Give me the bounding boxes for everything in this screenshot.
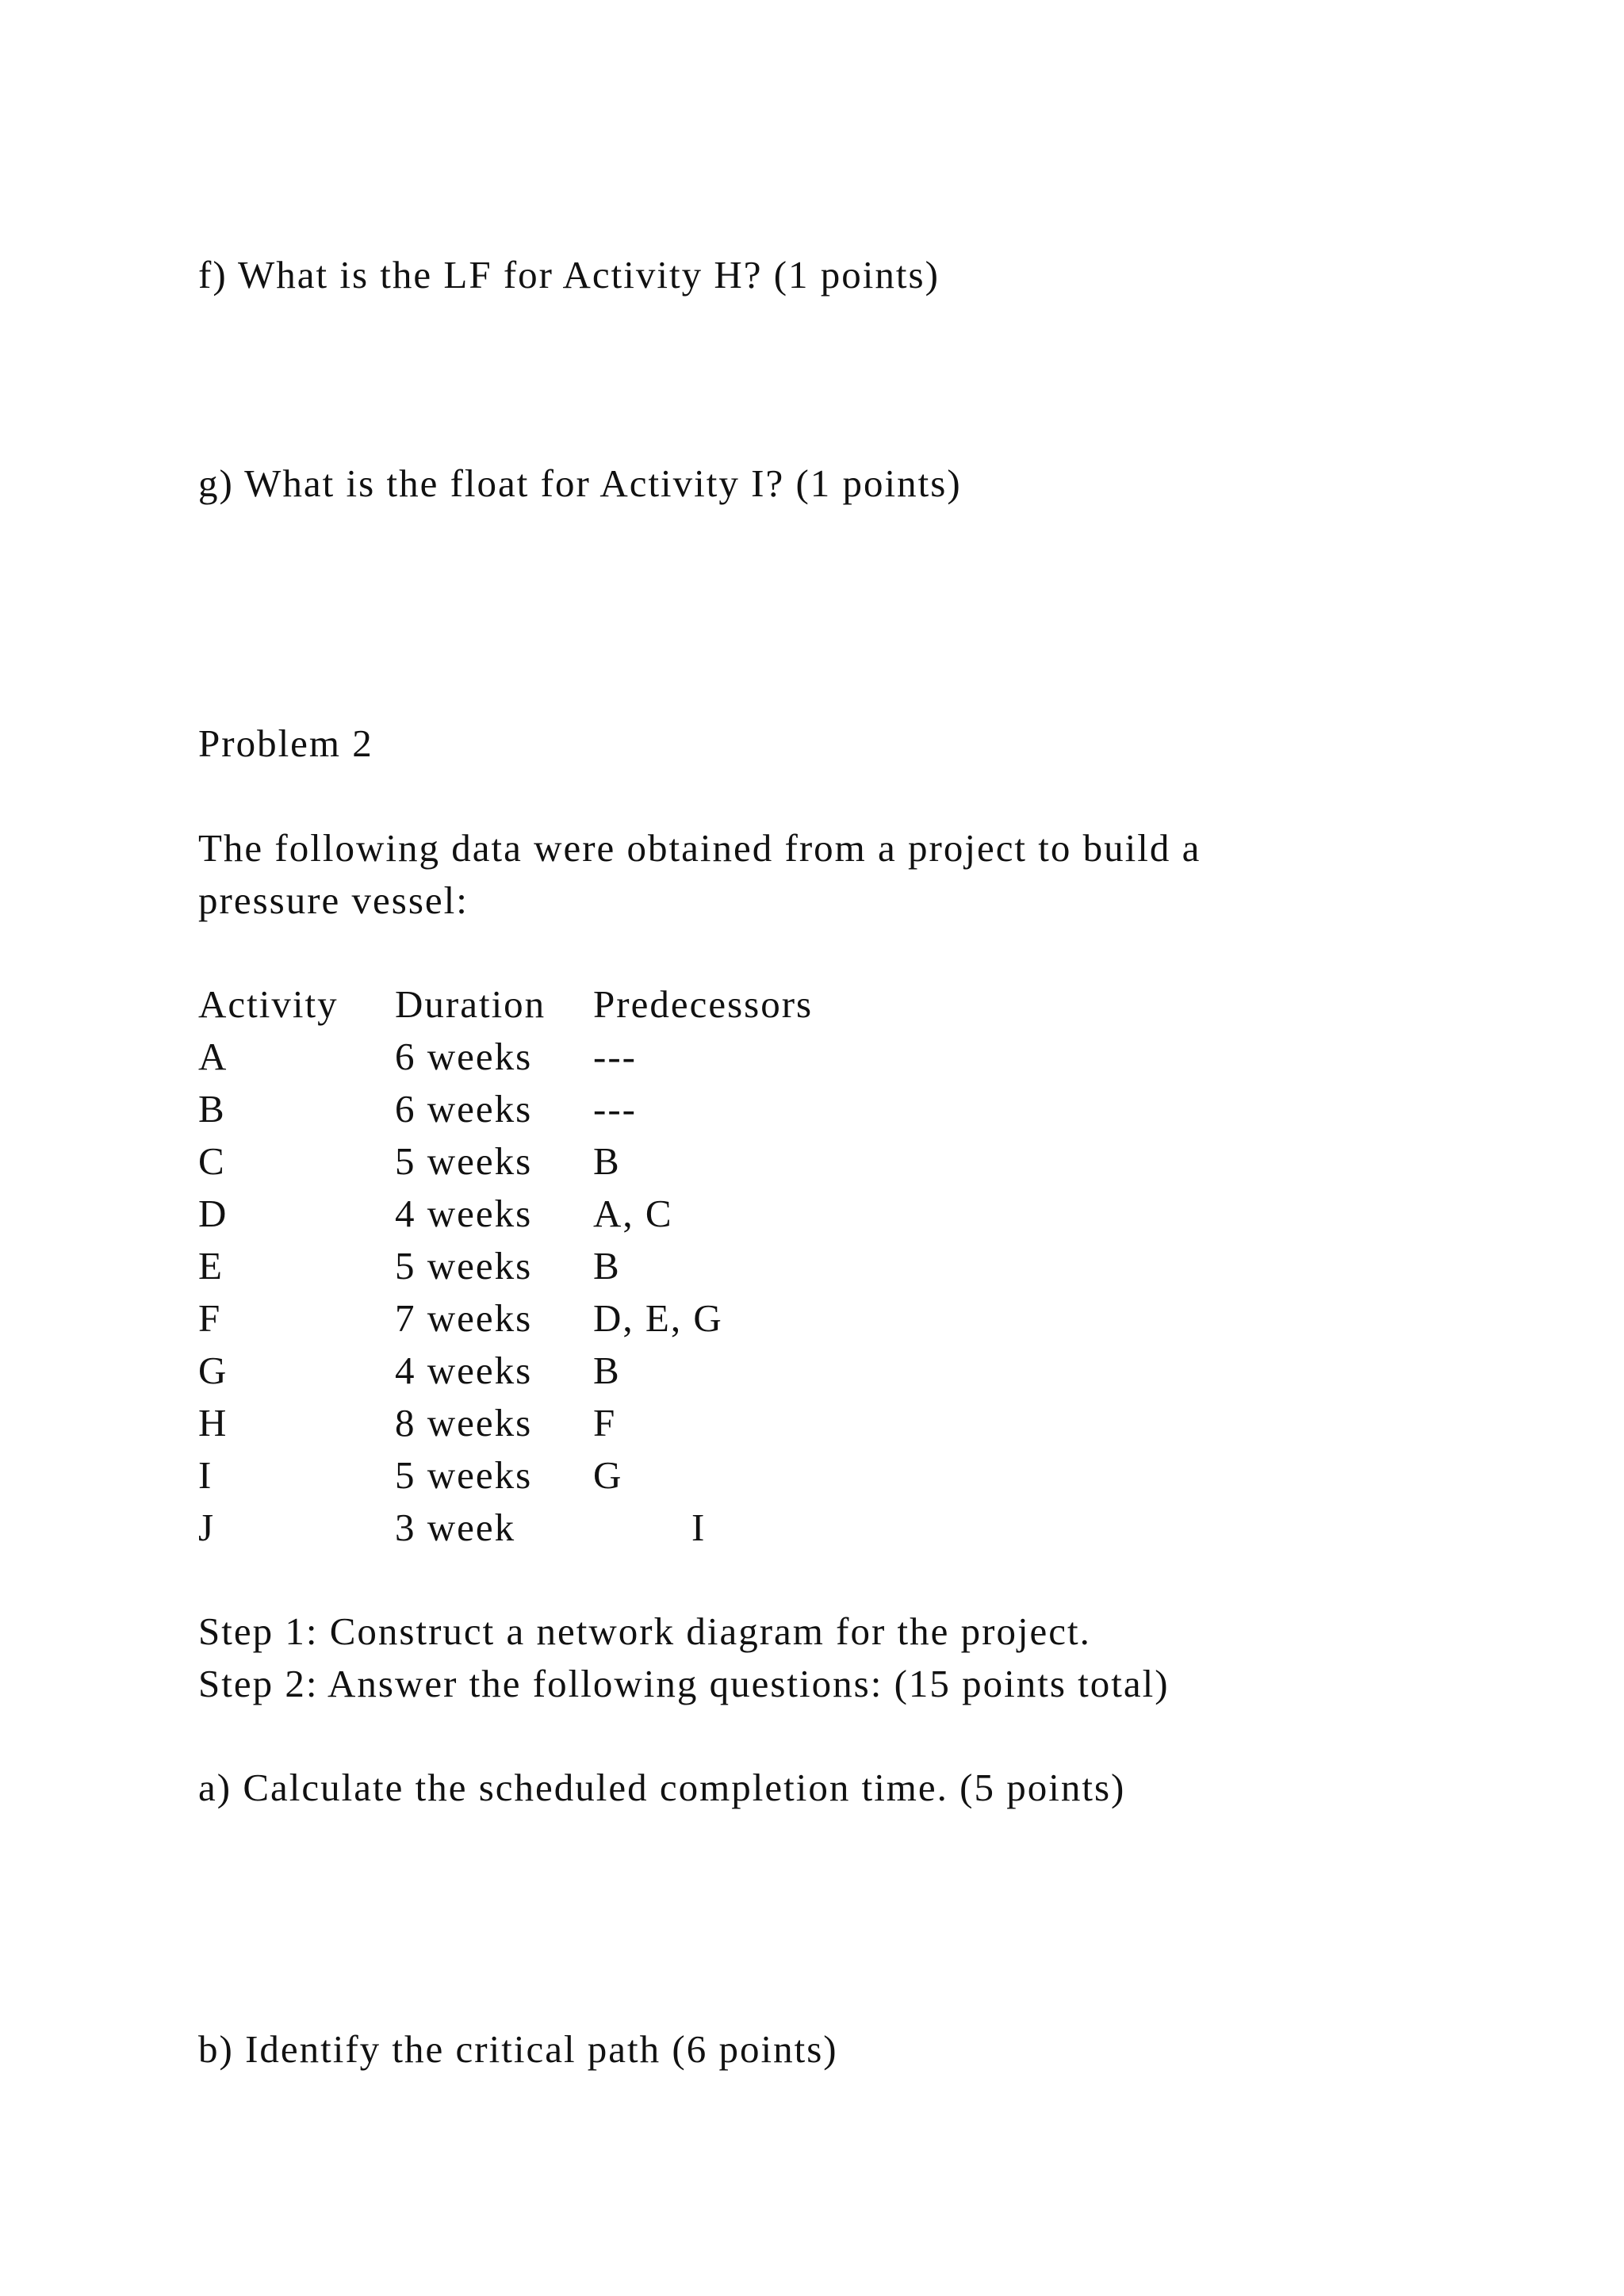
header-duration: Duration (395, 982, 546, 1026)
header-activity: Activity (198, 982, 339, 1026)
header-predecessors: Predecessors (593, 982, 814, 1026)
duration-cell: 8 weeks (395, 1401, 533, 1445)
predecessors-cell: I (691, 1506, 707, 1549)
predecessors-cell: --- (593, 1035, 637, 1078)
predecessors-cell: F (593, 1401, 617, 1445)
duration-cell: 4 weeks (395, 1349, 533, 1392)
predecessors-cell: B (593, 1244, 621, 1288)
activity-cell: A (198, 1035, 228, 1078)
duration-cell: 5 weeks (395, 1139, 533, 1183)
duration-cell: 6 weeks (395, 1035, 533, 1078)
question-f: f) What is the LF for Activity H? (1 points) (198, 253, 940, 297)
intro-line-2: pressure vessel: (198, 878, 469, 922)
question-b: b) Identify the critical path (6 points) (198, 2027, 838, 2071)
activity-cell: H (198, 1401, 228, 1445)
duration-cell: 5 weeks (395, 1244, 533, 1288)
predecessors-cell: A, C (593, 1192, 673, 1235)
problem-heading: Problem 2 (198, 721, 373, 765)
predecessors-cell: B (593, 1139, 621, 1183)
activity-cell: J (198, 1506, 216, 1549)
activity-cell: C (198, 1139, 226, 1183)
activity-cell: D (198, 1192, 228, 1235)
duration-cell: 7 weeks (395, 1296, 533, 1340)
predecessors-cell: D, E, G (593, 1296, 723, 1340)
duration-cell: 5 weeks (395, 1453, 533, 1497)
duration-cell: 6 weeks (395, 1087, 533, 1131)
step-1: Step 1: Construct a network diagram for the project. (198, 1609, 1091, 1653)
predecessors-cell: --- (593, 1087, 637, 1131)
question-g: g) What is the float for Activity I? (1 points) (198, 461, 962, 505)
activity-cell: I (198, 1453, 213, 1497)
activity-cell: B (198, 1087, 226, 1131)
predecessors-cell: G (593, 1453, 623, 1497)
intro-line-1: The following data were obtained from a project to build a (198, 826, 1201, 870)
duration-cell: 3 week (395, 1506, 516, 1549)
duration-cell: 4 weeks (395, 1192, 533, 1235)
activity-cell: G (198, 1349, 228, 1392)
activity-cell: F (198, 1296, 222, 1340)
predecessors-cell: B (593, 1349, 621, 1392)
question-a: a) Calculate the scheduled completion time. (5 points) (198, 1766, 1126, 1809)
activity-cell: E (198, 1244, 224, 1288)
step-2: Step 2: Answer the following questions: (15 points total) (198, 1662, 1170, 1705)
